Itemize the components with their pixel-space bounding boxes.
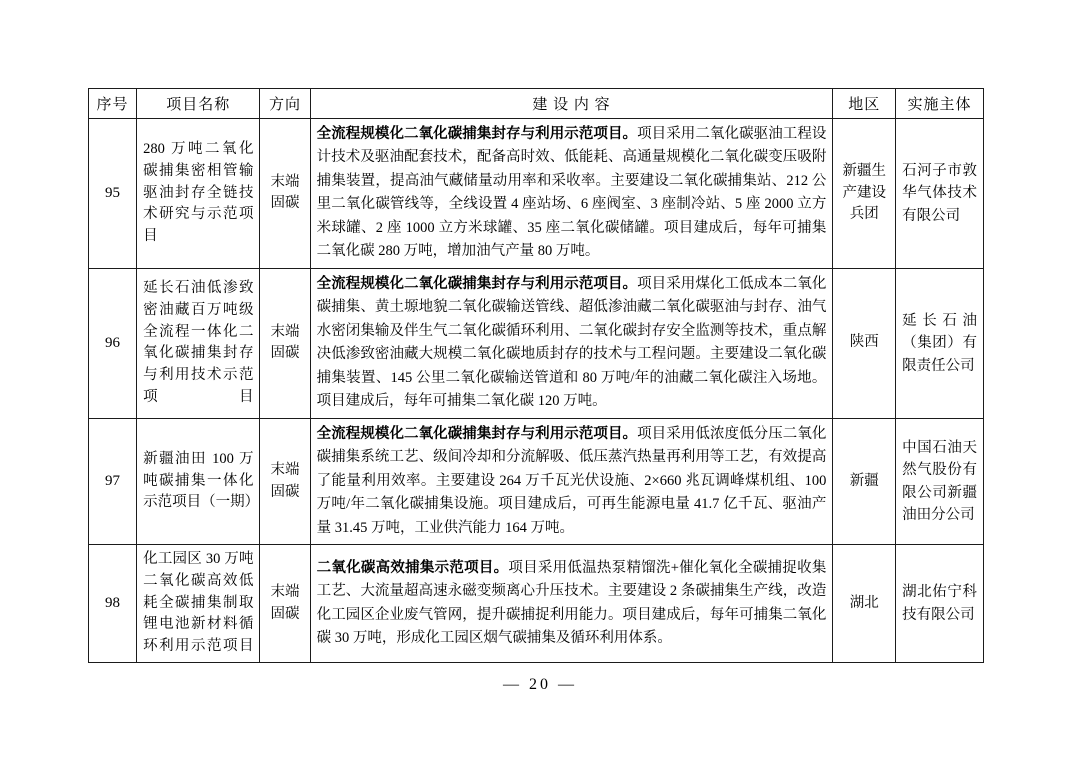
- direction-line: 末端: [270, 173, 300, 190]
- cell-seq: 96: [89, 268, 137, 418]
- content-body: 项目采用二氧化碳驱油工程设计技术及驱油配套技术，配备高时效、低能耗、高通量规模化二氧化碳变压吸附捕集装置，提高油气藏储量动用率和采收率。主要建设二氧化碳捕集站、212 公里二氧化碳管线等，全线设置 4 座站场、6 座阀室、3 座制冷站、5 座 2000 立方米球罐、2 座 1000 立方米球罐、35 座二氧化碳储罐。项目建成后，每年可捕集二氧化碳 280 万吨，增加油气产量 80 万吨。: [316, 126, 827, 260]
- cell-project-name: 280 万吨二氧化碳捕集密相管输驱油封存全链技术研究与示范项目: [137, 119, 260, 269]
- table-body: [89, 119, 984, 663]
- cell-area: [833, 119, 896, 269]
- page-number: — 20 —: [503, 676, 577, 693]
- area-line: 陕西: [849, 334, 879, 351]
- direction-line: 固碳: [270, 345, 300, 362]
- cell-seq: 98: [89, 545, 137, 663]
- cell-seq: 97: [89, 418, 137, 544]
- cell-project-name: 延长石油低渗致密油藏百万吨级全流程一体化二氧化碳捕集封存与利用技术示范项目: [137, 268, 260, 418]
- cell-construction-content: [310, 268, 833, 418]
- table-row: [89, 119, 984, 269]
- cell-implementation-subject: 中国石油天然气股份有限公司新疆油田分公司: [896, 418, 984, 544]
- header-cell-name: 项目名称: [137, 89, 260, 119]
- area-line: 湖北: [849, 594, 879, 611]
- header-cell-content: 建 设 内 容: [310, 89, 833, 119]
- projects-table: [88, 88, 984, 663]
- cell-seq: 95: [89, 119, 137, 269]
- cell-construction-content: [310, 545, 833, 663]
- cell-implementation-subject: 湖北佑宁科技有限公司: [896, 545, 984, 663]
- cell-project-name: 化工园区 30 万吨二氧化碳高效低耗全碳捕集制取锂电池新材料循环利用示范项目: [137, 545, 260, 663]
- content-lead: 二氧化碳高效捕集示范项目。: [316, 559, 509, 576]
- direction-line: 固碳: [270, 605, 300, 622]
- direction-line: 固碳: [270, 483, 300, 500]
- table-row: [89, 545, 984, 663]
- area-line: 新疆生: [842, 162, 887, 179]
- direction-line: 末端: [270, 583, 300, 600]
- direction-line: 固碳: [270, 195, 300, 212]
- content-lead: 全流程规模化二氧化碳捕集封存与利用示范项目。: [316, 126, 638, 142]
- cell-direction: [260, 119, 310, 269]
- content-body: 项目采用煤化工低成本二氧化碳捕集、黄土塬地貌二氧化碳输送管线、超低渗油藏二氧化碳驱油与封存、油气水密闭集输及伴生气二氧化碳循环利用、二氧化碳封存安全监测等技术，重点解决低渗致密油藏大规模二氧化碳地质封存的技术与工程问题。主要建设二氧化碳捕集装置、145 公里二氧化碳输送管道和 80 万吨/年的油藏二氧化碳注入场地。项目建成后，每年可捕集二氧化碳 120 万吨。: [316, 275, 827, 410]
- table-header-row: [89, 89, 984, 119]
- cell-construction-content: [310, 418, 833, 544]
- area-line: 产建设: [842, 184, 887, 201]
- cell-project-name: 新疆油田 100 万吨碳捕集一体化示范项目（一期）: [137, 418, 260, 544]
- cell-direction: [260, 268, 310, 418]
- direction-line: 末端: [270, 323, 300, 340]
- cell-implementation-subject: 延长石油（集团）有限责任公司: [896, 268, 984, 418]
- table-row: [89, 268, 984, 418]
- cell-direction: [260, 418, 310, 544]
- cell-area: [833, 545, 896, 663]
- area-line: 兵团: [849, 206, 879, 223]
- content-body: 项目采用低浓度低分压二氧化碳捕集系统工艺、级间冷却和分流解吸、低压蒸汽热量再利用等工艺，有效提高了能量利用效率。主要建设 264 万千瓦光伏设施、2×660 兆瓦调峰煤机组、100 万吨/年二氧化碳捕集设施。项目建成后，可再生能源电量 41.7 亿千瓦、驱油产量 31.45 万吨，工业供汽能力 164 万吨。: [316, 425, 827, 536]
- cell-construction-content: [310, 119, 833, 269]
- direction-line: 末端: [270, 461, 300, 478]
- header-cell-area: 地区: [833, 89, 896, 119]
- header-cell-direction: 方向: [260, 89, 310, 119]
- table-header: [89, 89, 984, 119]
- header-cell-subject: 实施主体: [896, 89, 984, 119]
- cell-area: [833, 268, 896, 418]
- area-line: 新疆: [849, 472, 879, 489]
- cell-direction: [260, 545, 310, 663]
- content-lead: 全流程规模化二氧化碳捕集封存与利用示范项目。: [316, 425, 638, 442]
- table-row: [89, 418, 984, 544]
- cell-implementation-subject: 石河子市敦华气体技术有限公司: [896, 119, 984, 269]
- content-body: 项目采用低温热泵精馏洗+催化氧化全碳捕捉收集工艺、大流量超高速永磁变频离心升压技术。主要建设 2 条碳捕集生产线，改造化工园区企业废气管网，提升碳捕捉利用能力。项目建成后，每年可捕集二氧化碳 30 万吨，形成化工园区烟气碳捕集及循环利用体系。: [316, 559, 827, 647]
- cell-area: [833, 418, 896, 544]
- content-lead: 全流程规模化二氧化碳捕集封存与利用示范项目。: [316, 275, 638, 292]
- header-cell-seq: 序号: [89, 89, 137, 119]
